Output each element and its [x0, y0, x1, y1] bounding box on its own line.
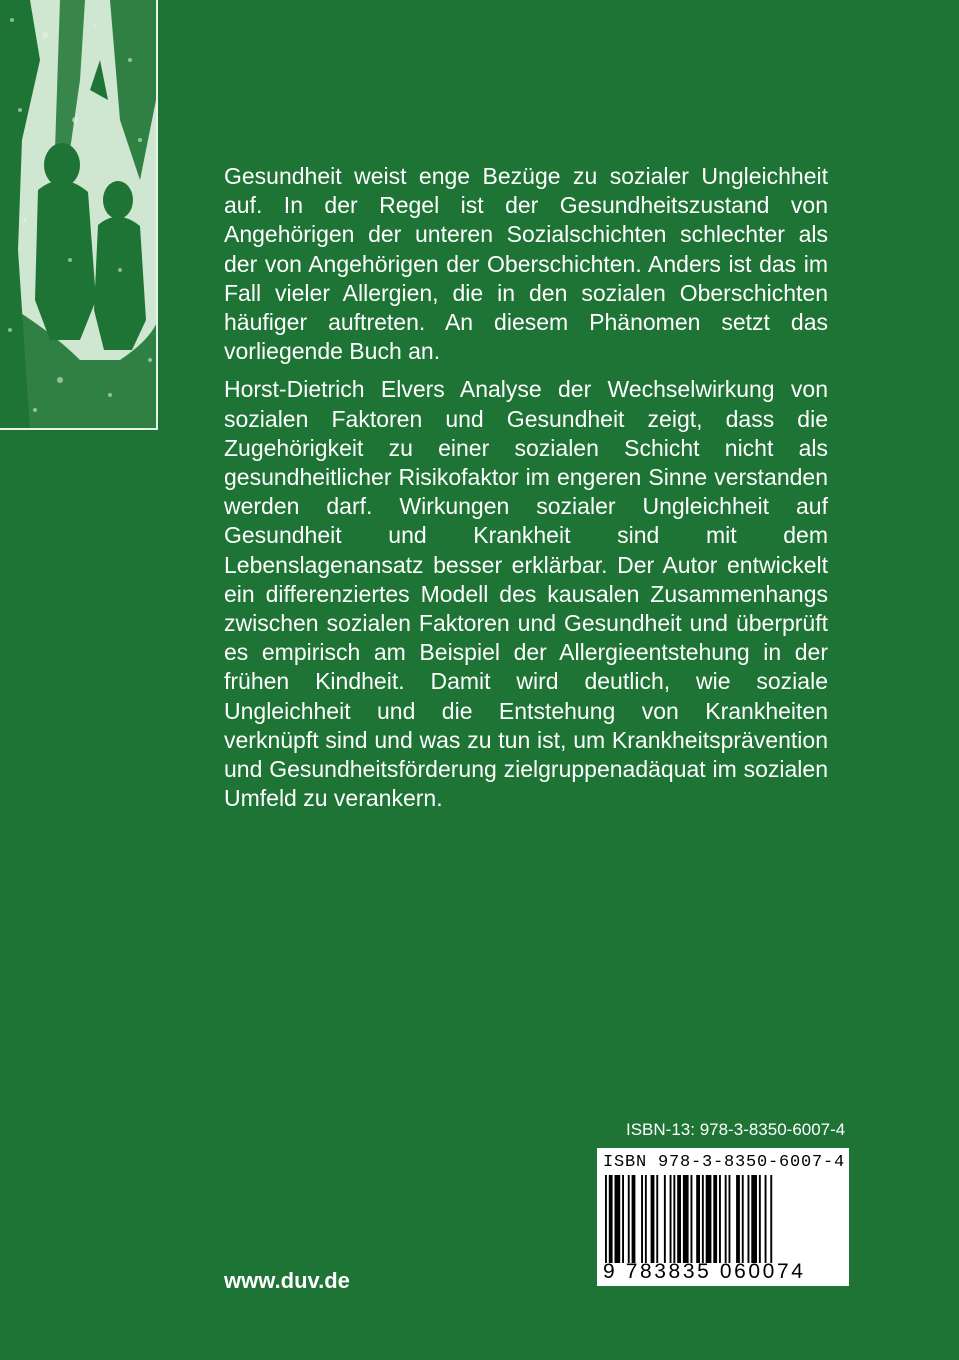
- isbn-barcode: [597, 1148, 849, 1286]
- barcode-digits: 9 783835 060074: [603, 1260, 806, 1283]
- barcode-bars-icon: [603, 1175, 843, 1263]
- isbn-label: ISBN-13: 978-3-8350-6007-4: [626, 1120, 846, 1139]
- blurb-text: [224, 162, 828, 822]
- publisher-url[interactable]: www.duv.de: [224, 1268, 350, 1293]
- barcode-top-text: ISBN 978-3-8350-6007-4: [603, 1153, 846, 1172]
- cover-photo: [0, 0, 158, 430]
- halftone-photo-icon: [0, 0, 158, 430]
- blurb-paragraph-2: Horst-Dietrich Elvers Analyse der Wechselwirkung von sozialen Faktoren und Gesundheit zeigt, dass die Zugehörigkeit zu einer sozialen Schicht nicht als gesundheitlicher Risikofaktor im engeren Sinne verstanden werden darf. Wirkungen sozialer Ungleichheit auf Gesundheit und Krankheit sind mit dem Lebenslagenansatz besser erklärbar. Der Autor entwickelt ein differenziertes Modell des kausalen Zusammenhangs zwischen sozialen Faktoren und Gesundheit und überprüft es empirisch am Beispiel der Allergieentstehung in der frühen Kindheit. Damit wird deutlich, wie soziale Ungleichheit und die Entstehung von Krankheiten verknüpft sind und was zu tun ist, um Krankheitsprävention und Gesundheitsförderung zielgruppenadäquat im sozialen Umfeld zu verankern.: [224, 376, 828, 812]
- blurb-paragraph-1: Gesundheit weist enge Bezüge zu sozialer Ungleichheit auf. In der Regel ist der Gesundheitszustand von Angehörigen der unteren Sozialschichten schlechter als der von Angehörigen der Oberschichten. Anders ist das im Fall vieler Allergien, die in den sozialen Oberschichten häufiger auftreten. An diesem Phänomen setzt das vorliegende Buch an.: [224, 163, 828, 365]
